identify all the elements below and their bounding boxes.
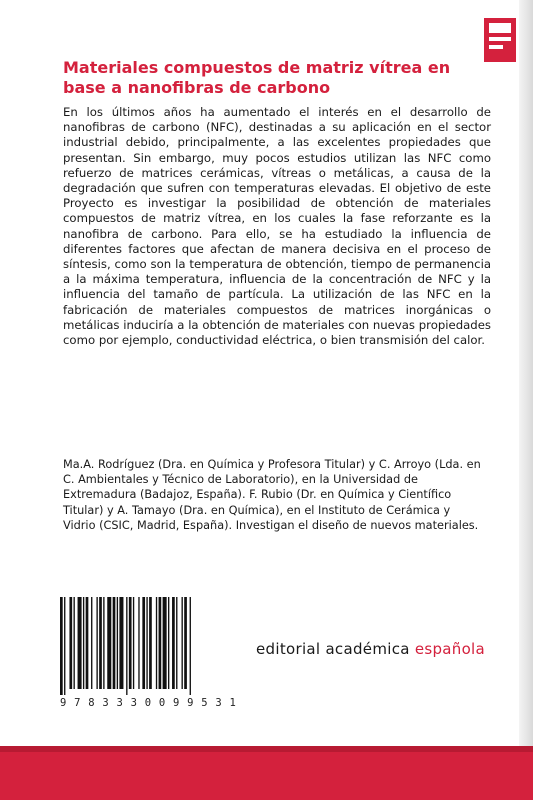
barcode-bar (138, 597, 139, 689)
barcode-bar (117, 597, 118, 689)
barcode-bar (156, 597, 157, 689)
isbn-digit: 0 (144, 697, 152, 709)
barcode-bar (172, 597, 175, 689)
isbn-digit: 3 (102, 697, 109, 709)
barcode-bar (78, 597, 82, 689)
isbn-digit: 3 (116, 697, 123, 709)
barcode-bar (91, 597, 92, 689)
barcode-bar (96, 597, 97, 689)
barcode-bar (69, 597, 72, 689)
barcode-bar (146, 597, 147, 689)
author-biography: Ma.A. Rodríguez (Dra. en Química y Profesora Titular) y C. Arroyo (Lda. en C. Ambientales y Técnico de Laboratorio), en la Universidad de Extremadura (Badajoz, España). F. Rubio (Dr. en Química y Científico Titular) y A. Tamayo (Dra. en Química), en el Instituto de Cerámica y Vidrio (CSIC, Madrid, España). Investigan el diseño de nuevos materiales. (63, 458, 481, 532)
barcode-bar (182, 597, 183, 689)
barcode-bar (184, 597, 187, 689)
isbn-digit: 9 (173, 697, 180, 709)
barcode-bar (190, 597, 191, 695)
barcode-bar (86, 597, 89, 689)
barcode-bar (149, 597, 152, 689)
publisher-name-part1: editorial académica (256, 640, 415, 658)
barcode-bar (176, 597, 177, 689)
isbn-digit: 7 (74, 697, 81, 709)
barcode-bar (113, 597, 116, 689)
barcode-bar (168, 597, 169, 689)
publisher-name (256, 640, 485, 658)
top-band (0, 0, 533, 40)
isbn-digit: 5 (201, 697, 208, 709)
isbn-digit: 1 (229, 697, 236, 709)
barcode-bar (99, 597, 102, 689)
barcode-bar (119, 597, 123, 689)
barcode-bar (163, 597, 167, 689)
barcode-bar (103, 597, 104, 689)
publisher-logo-icon (478, 14, 522, 74)
book-title: Materiales compuestos de matriz vítrea en base a nanofibras de carbono (63, 58, 451, 97)
isbn-digits (58, 697, 238, 713)
isbn-digit: 0 (158, 697, 166, 709)
publisher-name-part2: española (414, 640, 486, 658)
bottom-band (0, 746, 533, 800)
isbn-digit: 9 (60, 697, 67, 709)
barcode-bar (129, 597, 132, 689)
barcode-bar (126, 597, 127, 695)
isbn-digit: 9 (187, 697, 194, 709)
barcode-bar (133, 597, 134, 689)
barcode-bar (64, 597, 65, 695)
isbn-digit: 3 (215, 697, 222, 709)
barcode-bar (142, 597, 145, 689)
book-abstract: En los últimos años ha aumentado el interés en el desarrollo de nanofibras de carbono (NFC), destinadas a su aplicación en el sector industrial debido, principalmente, a las excelentes propiedades que presentan. Sin embargo, muy pocos estudios utilizan las NFC como refuerzo de matrices cerámicas, vítreas o metálicas, a causa de la degradación que sufren con temperaturas elevadas. El objetivo de este Proyecto es investigar la posibilidad de obtención de materiales compuestos de matriz vítrea, en los cuales la fase reforzante es la nanofibra de carbono. Para ello, se ha estudiado la influencia de diferentes factores que afectan de manera decisiva en el proceso de síntesis, como son la temperatura de obtención, tiempo de permanencia a la máxima temperatura, influencia de la concentración de NFC y la influencia del tamaño de partícula. La utilización de las NFC en la fabricación de materiales compuestos de matrices inorgánicas o metálicas induciría a la obtención de materiales con nuevas propiedades como por ejemplo, conductividad eléctrica, o bien transmisión del calor. (63, 105, 491, 348)
barcode-bar (159, 597, 162, 689)
barcode-bar (74, 597, 75, 689)
barcode-bar (83, 597, 84, 689)
isbn-digit: 3 (130, 697, 137, 709)
barcode-bar (107, 597, 111, 689)
spine-shadow (519, 0, 533, 800)
barcode-bar (60, 597, 63, 695)
isbn-digit: 8 (88, 697, 95, 709)
